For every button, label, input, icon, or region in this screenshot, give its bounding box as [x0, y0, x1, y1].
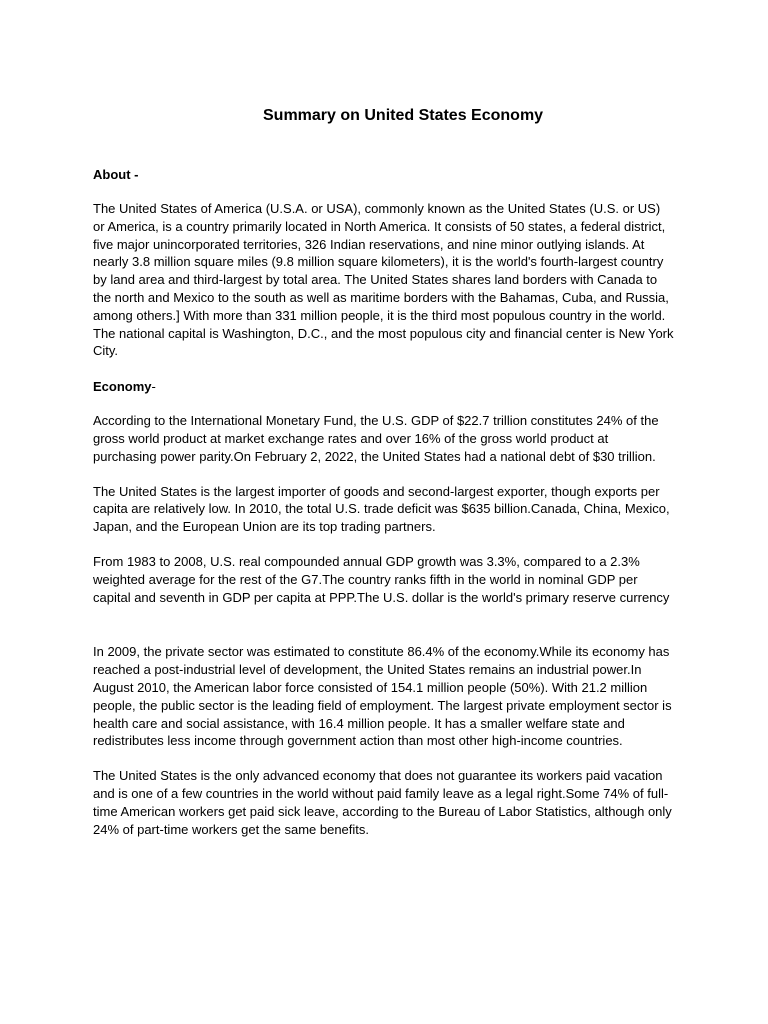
- document-title: Summary on United States Economy: [263, 107, 544, 124]
- economy-paragraph-growth: From 1983 to 2008, U.S. real compounded annual GDP growth was 3.3%, compared to a 2.3% weighted average for the rest of the G7.The country ranks fifth in the world in nominal GDP per capital and seventh in GDP per capita at PPP.The U.S. dollar is the world's primary reserve currency: [93, 553, 670, 605]
- economy-paragraph-gdp: According to the International Monetary Fund, the U.S. GDP of $22.7 trillion constitutes 24% of the gross world product at market exchange rates and over 16% of the gross world product at purchasing power parity.On February 2, 2022, the United States had a national debt of $30 trillion.: [93, 413, 659, 464]
- economy-heading-suffix: -: [151, 379, 156, 395]
- economy-paragraph-sectors: In 2009, the private sector was estimated to constitute 86.4% of the economy.While its economy has reached a post-industrial level of development, the United States remains an industrial power.In August 2010, the American labor force consisted of 154.1 million people (50%). With 21.2 million people, the public sector is the leading field of employment. The largest private employment sector is health care and social assistance, with 16.4 million people. It has a smaller welfare state and redistributes less income through government action than most other high-income countries.: [93, 644, 672, 749]
- economy-heading-text: Economy: [93, 379, 152, 395]
- economy-heading: [93, 378, 675, 396]
- document-page: [93, 104, 675, 838]
- economy-paragraph-trade: The United States is the largest importer of goods and second-largest exporter, though exports per capita are relatively low. In 2010, the total U.S. trade deficit was $635 billion.Canada, China, Mexico, Japan, and the European Union are its top trading partners.: [93, 483, 670, 535]
- about-paragraph: The United States of America (U.S.A. or USA), commonly known as the United States (U.S. or US) or America, is a country primarily located in North America. It consists of 50 states, a federal district, five major unincorporated territories, 326 Indian reservations, and nine minor outlying islands. At nearly 3.8 million square miles (9.8 million square kilometers), it is the world's fourth-largest country by land area and third-largest by total area. The United States shares land borders with Canada to the north and Mexico to the south as well as maritime borders with the Bahamas, Cuba, and Russia, among others.] With more than 331 million people, it is the third most populous country in the world. The national capital is Washington, D.C., and the most populous city and financial center is New York City.: [93, 201, 674, 359]
- about-heading: About -: [93, 167, 139, 182]
- economy-paragraph-labor: The United States is the only advanced economy that does not guarantee its workers paid vacation and is one of a few countries in the world without paid family leave as a legal right.Some 74% of full-time American workers get paid sick leave, according to the Bureau of Labor Statistics, although only 24% of part-time workers get the same benefits.: [93, 768, 672, 837]
